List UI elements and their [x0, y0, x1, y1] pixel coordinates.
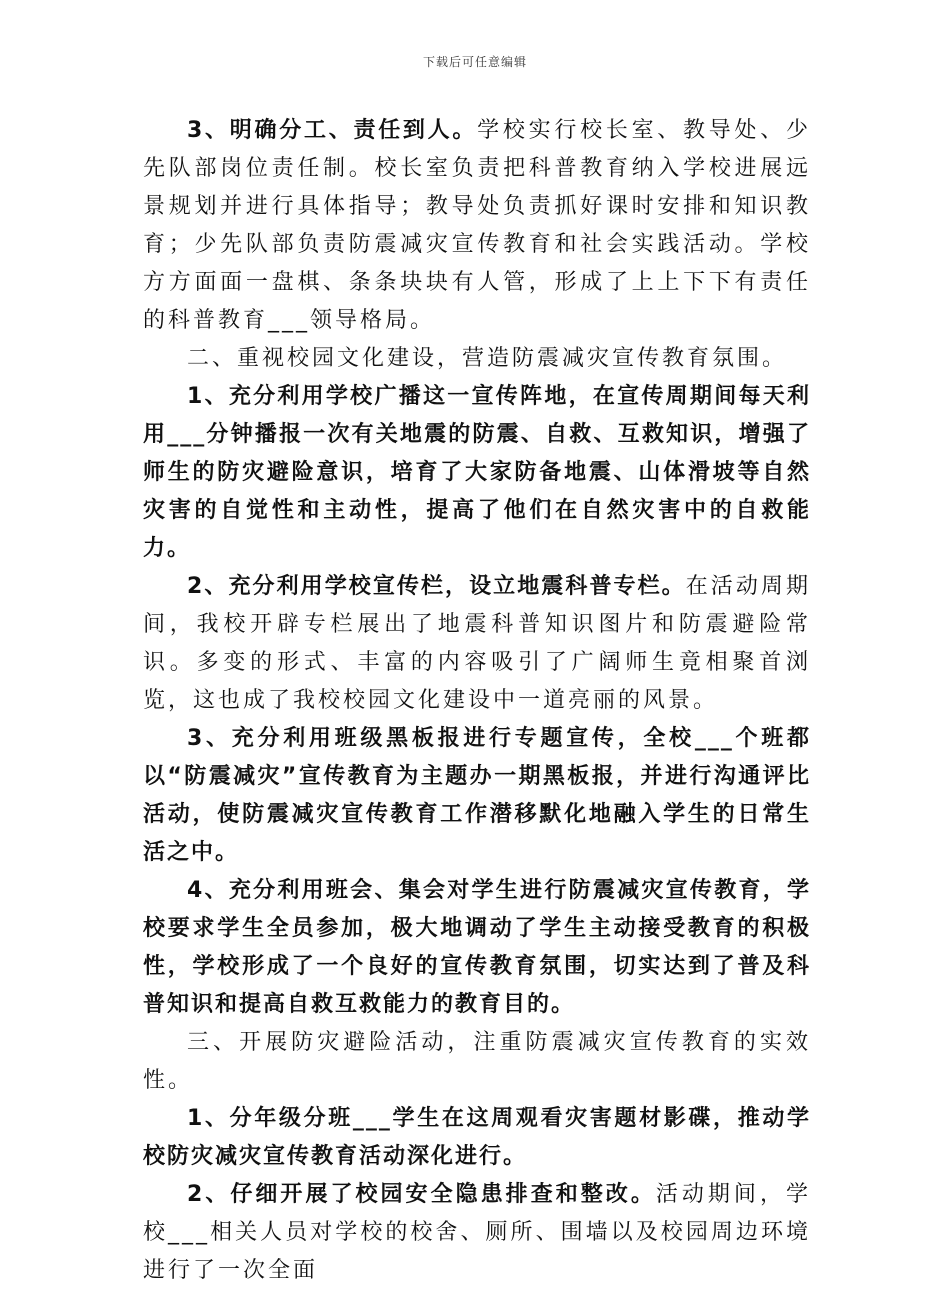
paragraph-heading: 3、明确分工、责任到人。 [187, 118, 478, 143]
paragraph-safety-check [143, 1176, 811, 1290]
paragraph-heading: 3、充分利用班级黑板报进行专题宣传，全校___个班都以“防震减灾”宣传教育为主题办一期黑板报，并进行沟通评比活动，使防震减灾宣传教育工作潜移默化地融入学生的日常生活之中。 [143, 726, 811, 865]
paragraph-class-meeting [143, 872, 811, 1024]
paragraph-heading: 2、仔细开展了校园安全隐患排查和整改。 [187, 1182, 656, 1207]
paragraph-heading: 1、分年级分班___学生在这周观看灾害题材影碟，推动学校防灾减灾宣传教育活动深化进行。 [143, 1106, 811, 1169]
page-header: 下载后可任意编辑 [422, 55, 527, 69]
section-heading-text: 二、重视校园文化建设，营造防震减灾宣传教育氛围。 [187, 346, 788, 371]
section-heading-text: 三、开展防灾避险活动，注重防震减灾宣传教育的实效性。 [143, 1030, 811, 1093]
paragraph-text: 在活动周期间，我校开辟专栏展出了地震科普知识图片和防震避险常识。多变的形式、丰富的内容吸引了广阔师生竟相聚首浏览，这也成了我校校园文化建设中一道亮丽的风景。 [143, 574, 811, 713]
document-body [143, 112, 811, 1290]
paragraph-text: 学校实行校长室、教导处、少先队部岗位责任制。校长室负责把科普教育纳入学校进展远景规划并进行具体指导；教导处负责抓好课时安排和知识教育；少先队部负责防震减灾宣传教育和社会实践活动。学校方方面面一盘棋、条条块块有人管，形成了上上下下有责任的科普教育___领导格局。 [143, 118, 811, 333]
paragraph-text: 活动期间，学校___相关人员对学校的校舍、厕所、围墙以及校园周边环境进行了一次全面 [143, 1182, 811, 1283]
paragraph-films [143, 1100, 811, 1176]
paragraph-heading: 4、充分利用班会、集会对学生进行防震减灾宣传教育，学校要求学生全员参加，极大地调动了学生主动接受教育的积极性，学校形成了一个良好的宣传教育氛围，切实达到了普及科普知识和提高自救互救能力的教育目的。 [143, 878, 811, 1017]
paragraph-responsibility [143, 112, 811, 340]
paragraph-blackboard [143, 720, 811, 872]
paragraph-broadcast [143, 378, 811, 568]
paragraph-heading: 1、充分利用学校广播这一宣传阵地，在宣传周期间每天利用___分钟播报一次有关地震的防震、自救、互救知识，增强了师生的防灾避险意识，培育了大家防备地震、山体滑坡等自然灾害的自觉性和主动性，提高了他们在自然灾害中的自救能力。 [143, 384, 811, 561]
paragraph-bulletin-board [143, 568, 811, 720]
section-heading-culture [143, 340, 811, 378]
section-heading-activities [143, 1024, 811, 1100]
paragraph-heading: 2、充分利用学校宣传栏，设立地震科普专栏。 [187, 574, 686, 599]
